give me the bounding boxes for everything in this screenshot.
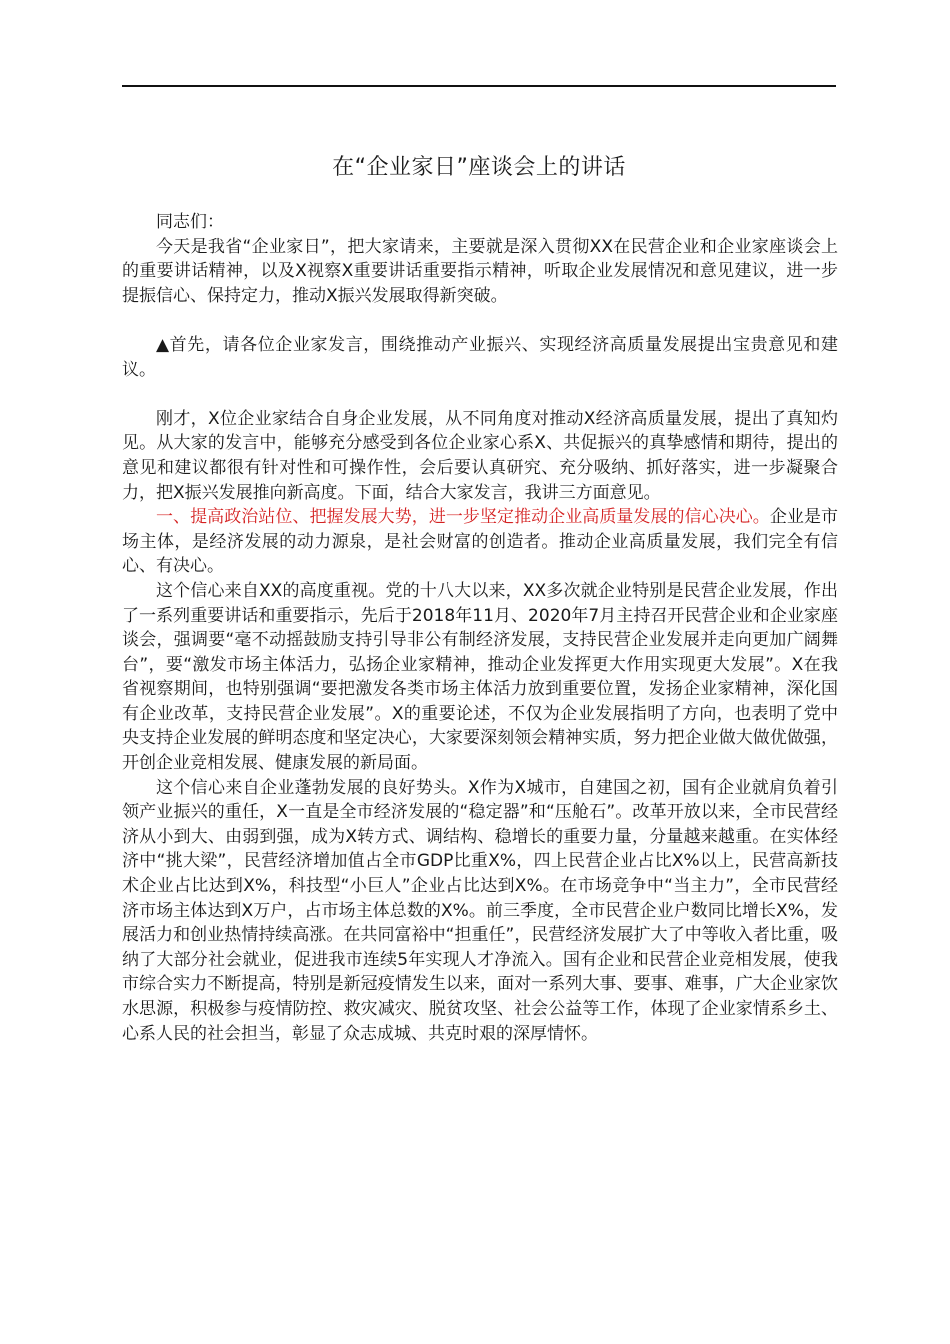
header-rule [122, 85, 836, 87]
section-one-heading: 一、提高政治站位、把握发展大势，进一步坚定推动企业高质量发展的信心决心。 [156, 507, 770, 528]
paragraph-confidence-momentum: 这个信心来自企业蓬勃发展的良好势头。X作为X城市，自建国之初，国有企业就肩负着引领产业振兴的重任，X一直是全市经济发展的“稳定器”和“压舱石”。改革开放以来，全市民营经济从小到大、由弱到强，成为X转方式、调结构、稳增长的重要力量，分量越来越重。在实体经济中“挑大梁”，民营经济增加值占全市GDP比重X%，四上民营企业占比X%以上，民营高新技术企业占比达到X%，科技型“小巨人”企业占比达到X%。在市场竞争中“当主力”，全市民营经济市场主体达到X万户，占市场主体总数的X%。前三季度，全市民营企业户数同比增长X%，发展活力和创业热情持续高涨。在共同富裕中“担重任”，民营经济发展扩大了中等收入者比重，吸纳了大部分社会就业，促进我市连续5年实现人才净流入。国有企业和民营企业竞相发展，使我市综合实力不断提高，特别是新冠疫情发生以来，面对一系列大事、要事、难事，广大企业家饮水思源，积极参与疫情防控、救灾减灾、脱贫攻坚、社会公益等工作，体现了企业家情系乡土、心系人民的社会担当，彰显了众志成城、共克时艰的深厚情怀。 [122, 777, 838, 1044]
document-body [122, 210, 838, 1046]
paragraph-intro: 今天是我省“企业家日”，把大家请来，主要就是深入贯彻XX在民营企业和企业家座谈会上的重要讲话精神，以及X视察X重要讲话重要指示精神，听取企业发展情况和意见建议，进一步提振信心、保持定力，推动X振兴发展取得新突破。 [122, 236, 838, 306]
paragraph-summary: 刚才，X位企业家结合自身企业发展，从不同角度对推动X经济高质量发展，提出了真知灼见。从大家的发言中，能够充分感受到各位企业家心系X、共促振兴的真挚感情和期待，提出的意见和建议都很有针对性和可操作性，会后要认真研究、充分吸纳、抓好落实，进一步凝聚合力，把X振兴发展推向新高度。下面，结合大家发言，我讲三方面意见。 [122, 408, 838, 503]
paragraph-first-agenda: ▲首先，请各位企业家发言，围绕推动产业振兴、实现经济高质量发展提出宝贵意见和建议。 [122, 334, 838, 380]
salutation: 同志们： [156, 212, 224, 232]
paragraph-confidence-leadership: 这个信心来自XX的高度重视。党的十八大以来，XX多次就企业特别是民营企业发展，作出了一系列重要讲话和重要指示，先后于2018年11月、2020年7月主持召开民营企业和企业家座谈会，强调要“毫不动摇鼓励支持引导非公有制经济发展，支持民营企业发展并走向更加广阔舞台”，要“激发市场主体活力，弘扬企业家精神，推动企业发挥更大作用实现更大发展”。X在我省视察期间，也特别强调“要把激发各类市场主体活力放到重要位置，发扬企业家精神，深化国有企业改革，支持民营企业发展”。X的重要论述，不仅为企业发展指明了方向，也表明了党中央支持企业发展的鲜明态度和坚定决心，大家要深刻领会精神实质，努力把企业做大做优做强，开创企业竞相发展、健康发展的新局面。 [122, 580, 838, 774]
section-one-body: 企业是市场主体，是经济发展的动力源泉，是社会财富的创造者。推动企业高质量发展，我们完全有信心、有决心。 [122, 507, 839, 577]
document-title: 在“企业家日”座谈会上的讲话 [332, 155, 626, 180]
paragraph-section-one [122, 505, 838, 579]
